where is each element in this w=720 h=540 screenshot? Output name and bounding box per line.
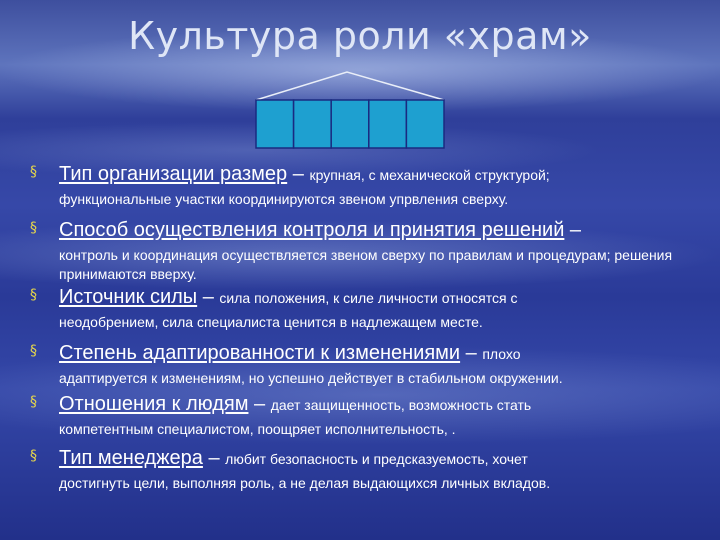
bullet-heading-line xyxy=(59,341,710,366)
bullet-heading: Отношения к людям xyxy=(59,393,249,415)
temple-column xyxy=(256,100,294,148)
bullet-heading: Способ осуществления контроля и принятия решений xyxy=(59,219,565,241)
bullet-icon: § xyxy=(30,287,37,303)
bullet-lead-text: дает защищенность, возможность стать xyxy=(270,397,532,413)
bullet-item xyxy=(30,162,710,209)
bullet-heading-line xyxy=(59,285,710,310)
bullet-heading-line xyxy=(59,218,710,243)
bullet-heading-line xyxy=(59,162,710,187)
temple-column xyxy=(369,100,407,148)
bullet-icon: § xyxy=(30,343,37,359)
bullet-item xyxy=(30,341,710,388)
temple-column xyxy=(406,100,444,148)
bullet-body-text: функциональные участки координируются звеном упрвления сверху. xyxy=(59,191,509,207)
bullet-item xyxy=(30,218,710,284)
bullet-body-text: неодобрением, сила специалиста ценится в надлежащем месте. xyxy=(59,314,483,330)
bullet-dash: – xyxy=(197,286,220,308)
bullet-dash: – xyxy=(287,163,310,185)
bullet-icon: § xyxy=(30,220,37,236)
bullet-heading: Источник силы xyxy=(59,286,198,308)
bullet-lead-text: плохо xyxy=(482,346,521,362)
bullet-body-text: достигнуть цели, выполняя роль, а не делая выдающихся личных вкладов. xyxy=(59,475,551,491)
bullet-icon: § xyxy=(30,394,37,410)
bullet-heading: Степень адаптированности к изменениями xyxy=(59,342,461,364)
slide-title: Культура роли «храм» xyxy=(128,14,592,58)
bullet-icon: § xyxy=(30,448,37,464)
bullet-lead-text: сила положения, к силе личности относятся с xyxy=(219,290,518,306)
temple-roof xyxy=(256,72,444,100)
bullet-item xyxy=(30,392,710,439)
bullet-body-text: адаптируется к изменениям, но успешно действует в стабильном окружении. xyxy=(59,370,563,386)
temple-column xyxy=(331,100,369,148)
bullet-lead-text: крупная, с механической структурой; xyxy=(309,167,550,183)
bullet-dash: – xyxy=(248,393,271,415)
bullet-dash: – xyxy=(460,342,483,364)
bullet-body-text: компетентным специалистом, поощряет исполнительность, . xyxy=(59,421,456,437)
bullet-heading: Тип организации размер xyxy=(59,163,288,185)
bullet-heading-line xyxy=(59,392,710,417)
bullet-icon: § xyxy=(30,164,37,180)
bullet-item xyxy=(30,285,710,332)
bullet-dash: – xyxy=(564,219,582,241)
bullet-item xyxy=(30,446,710,493)
temple-column xyxy=(294,100,332,148)
temple-diagram xyxy=(0,0,720,160)
bullet-lead-text: любит безопасность и предсказуемость, хочет xyxy=(225,451,528,467)
bullet-dash: – xyxy=(202,447,226,469)
bullet-heading-line xyxy=(59,446,710,471)
bullet-heading: Тип менеджера xyxy=(59,447,203,469)
bullet-body-text: контроль и координация осуществляется звеном сверху по правилам и процедурам; решения принимаются вверху. xyxy=(59,247,673,282)
